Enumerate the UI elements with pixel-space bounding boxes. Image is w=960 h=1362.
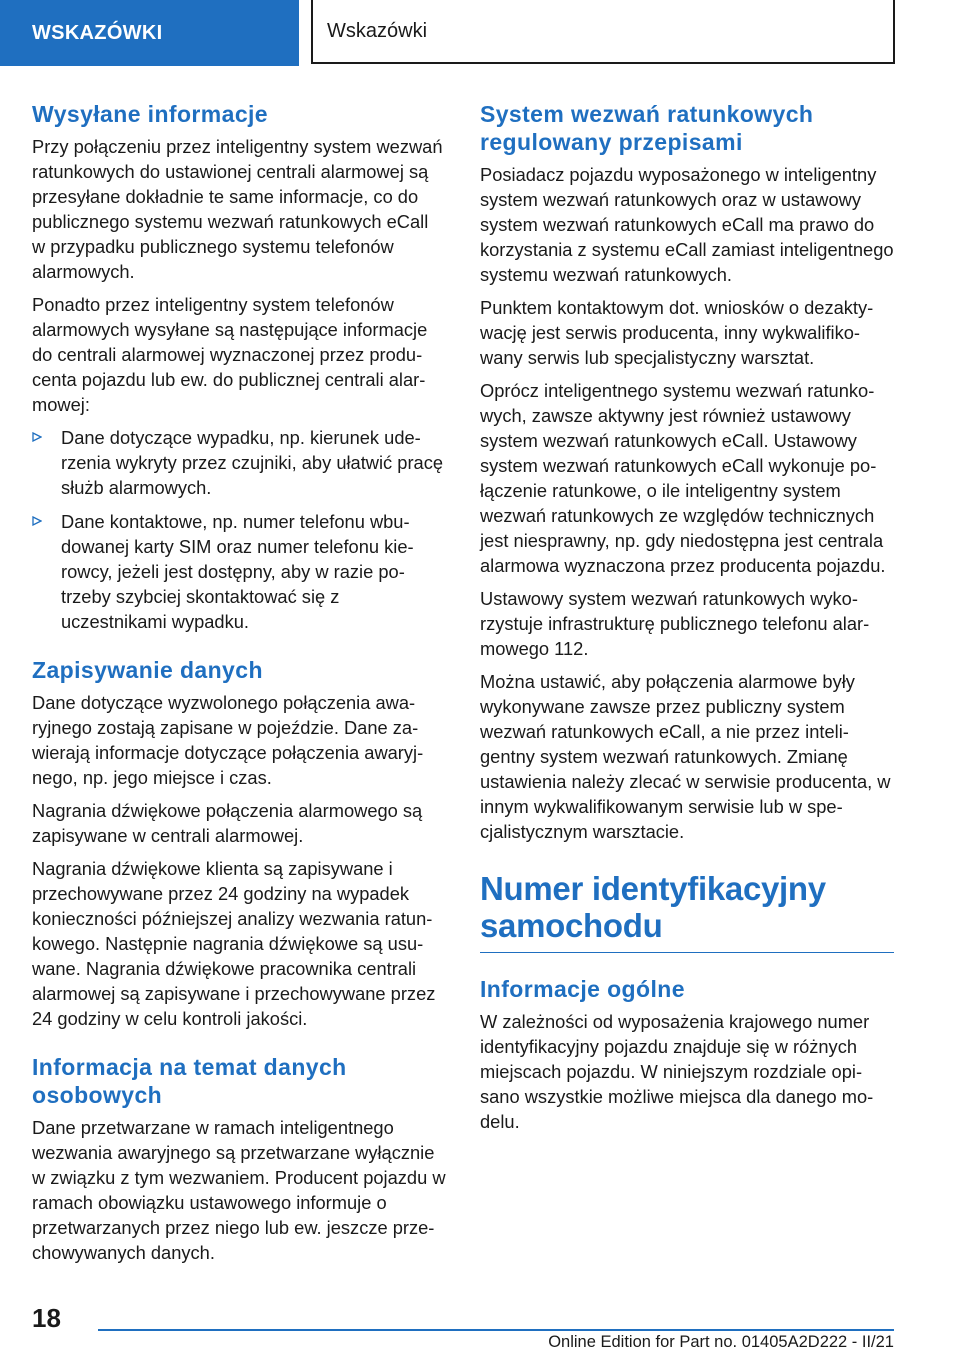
triangle-right-outline-icon <box>32 432 42 442</box>
paragraph: Dane przetwarzane w ramach inteligentnego wezwania awaryjnego są przetwarzane wyłącznie w związku z tym wezwaniem. Producent pojazdu w ramach obowiązku ustawowego informuje o przetwarzanych przez niego lub ew. jeszcze przechowywanych danych. <box>32 1117 446 1263</box>
section-data-storage <box>32 656 446 1031</box>
paragraph: Nagrania dźwiękowe klienta są zapisywane i przechowywane przez 24 godziny na wypadek konieczności późniejszej analizy wezwania ratunkowego. Następnie nagrania dźwiękowe są usuwane. Nagrania dźwiękowe pracownika centrali alarmowej są zapisywane i przechowywane przez 24 godziny w celu kontroli jakości. <box>32 858 436 1029</box>
paragraph: Dane dotyczące wyzwolonego połączenia awaryjnego zostają zapisane w pojeździe. Dane zawierają informacje dotyczące połączenia awaryjnego, np. jego miejsce i czas. <box>32 692 424 788</box>
paragraph: Ponadto przez inteligentny system telefonów alarmowych wysyłane są następujące informacje do centrali alarmowej wyznaczonej przez producenta pojazdu lub ew. do publicznej centrali alarmowej: <box>32 294 428 415</box>
right-column <box>480 100 894 1156</box>
section-personal-data <box>32 1053 446 1265</box>
list-item <box>32 509 446 634</box>
list-item-text: Dane dotyczące wypadku, np. kierunek uderzenia wykryty przez czujniki, aby ułatwić pracę służb alarmowych. <box>61 427 444 498</box>
paragraph: Posiadacz pojazdu wyposażonego w inteligentny system wezwań ratunkowych oraz w ustawowy system wezwań ratunkowych eCall ma prawo do korzystania z systemu eCall zamiast inteligentnego systemu wezwań ratunkowych. <box>480 164 894 285</box>
list-item-text: Dane kontaktowe, np. numer telefonu wbudowanej karty SIM oraz numer telefonu kierowcy, jeżeli jest dostępny, aby w razie potrzeby szybciej skontaktować się z uczestnikami wypadku. <box>61 511 414 632</box>
paragraph: W zależności od wyposażenia krajowego numer identyfikacyjny pojazdu znajduje się w różnych miejscach pojazdu. W niniejszym rozdziale opisano wszystkie możliwe miejsca dla danego modelu. <box>480 1011 874 1132</box>
heading-sent-info: Wysyłane informacje <box>32 101 268 127</box>
section-regulated-ecall <box>480 100 894 844</box>
section-general-info <box>480 975 894 1134</box>
list-item <box>32 425 446 500</box>
heading-regulated-ecall: System wezwań ratunkowych regulowany przepisami <box>480 101 814 155</box>
page-header <box>0 0 960 66</box>
heading-personal-data: Informacja na temat danych osobowych <box>32 1054 347 1108</box>
heading-data-storage: Zapisywanie danych <box>32 657 263 683</box>
footer-divider <box>98 1329 894 1331</box>
paragraph: Przy połączeniu przez inteligentny system wezwań ratunkowych do ustawionej centrali alarmowej są przesyłane dokładnie te same informacje, co do publicznego systemu wezwań ratunkowych eCall w przypadku publicznego systemu telefonów alarmowych. <box>32 136 443 282</box>
left-column <box>32 100 446 1287</box>
paragraph: Oprócz inteligentnego systemu wezwań ratunkowych, zawsze aktywny jest również ustawowy system wezwań ratunkowych eCall. Ustawowy system wezwań ratunkowych eCall wykonuje połączenie ratunkowe, o ile inteligentny system wezwań ratunkowych ze względów technicznych jest niesprawny, np. gdy niedostępna jest centrala alarmowa wyznaczona przez producenta pojazdu. <box>480 380 886 576</box>
chapter-title: Numer identyfikacyjny samochodu <box>480 870 826 944</box>
paragraph: Nagrania dźwiękowe połączenia alarmowego są zapisywane w centrali alarmowej. <box>32 800 423 846</box>
chapter-title-block <box>480 870 894 953</box>
chapter-tab[interactable]: WSKAZÓWKI <box>0 0 299 66</box>
section-title: Wskazówki <box>311 0 895 64</box>
section-sent-info <box>32 100 446 634</box>
paragraph: Punktem kontaktowym dot. wniosków o dezaktywację jest serwis producenta, inny wykwalifikowany serwis lub specjalistyczny warsztat. <box>480 297 874 368</box>
paragraph: Ustawowy system wezwań ratunkowych wykorzystuje infrastrukturę publicznego telefonu alarmowego 112. <box>480 588 870 659</box>
edition-note: Online Edition for Part no. 01405A2D222 - II/21 <box>548 1333 894 1351</box>
bullet-list <box>32 425 446 634</box>
heading-general-info: Informacje ogólne <box>480 976 685 1002</box>
paragraph: Można ustawić, aby połączenia alarmowe były wykonywane zawsze przez publiczny system wezwań ratunkowych eCall, a nie przez inteligentny system wezwań ratunkowych. Zmianę ustawienia należy zlecać w serwisie producenta, w innym wykwalifikowanym serwisie lub w specjalistycznym warsztacie. <box>480 671 891 842</box>
triangle-right-outline-icon <box>32 516 42 526</box>
page-number: 18 <box>32 1303 61 1333</box>
